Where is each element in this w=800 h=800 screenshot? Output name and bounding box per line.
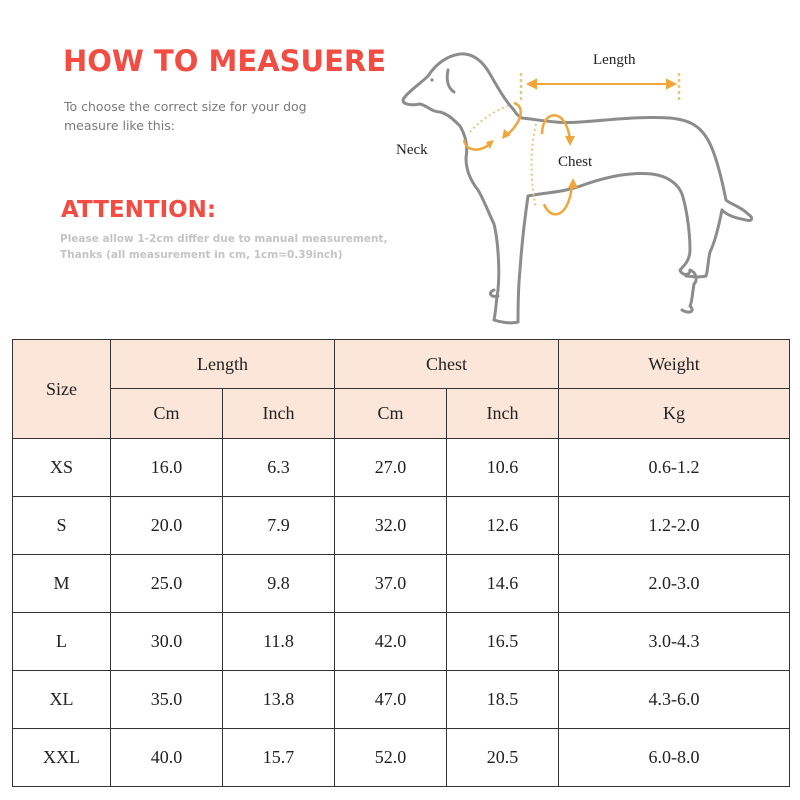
instructions bbox=[64, 97, 364, 135]
cell-chest-cm: 27.0 bbox=[335, 439, 447, 497]
cell-length-cm: 25.0 bbox=[111, 555, 223, 613]
cell-chest-inch: 16.5 bbox=[447, 613, 559, 671]
cell-chest-cm: 32.0 bbox=[335, 497, 447, 555]
table-header-row-units bbox=[13, 389, 790, 439]
size-chart-table bbox=[12, 339, 790, 787]
cell-length-cm: 35.0 bbox=[111, 671, 223, 729]
cell-size: L bbox=[13, 613, 111, 671]
header-chest-cm: Cm bbox=[335, 389, 447, 439]
cell-weight-kg: 2.0-3.0 bbox=[559, 555, 790, 613]
cell-length-inch: 13.8 bbox=[223, 671, 335, 729]
cell-chest-cm: 52.0 bbox=[335, 729, 447, 787]
dog-measurement-diagram bbox=[390, 40, 770, 330]
table-row bbox=[13, 613, 790, 671]
cell-chest-cm: 42.0 bbox=[335, 613, 447, 671]
cell-chest-inch: 20.5 bbox=[447, 729, 559, 787]
page-title: HOW TO MEASUERE bbox=[63, 44, 387, 78]
neck-label: Neck bbox=[396, 142, 428, 158]
cell-size: XXL bbox=[13, 729, 111, 787]
attention-note bbox=[60, 231, 420, 263]
cell-weight-kg: 3.0-4.3 bbox=[559, 613, 790, 671]
cell-size: XS bbox=[13, 439, 111, 497]
cell-weight-kg: 6.0-8.0 bbox=[559, 729, 790, 787]
cell-chest-cm: 47.0 bbox=[335, 671, 447, 729]
length-label: Length bbox=[593, 52, 636, 68]
chest-label: Chest bbox=[558, 154, 593, 170]
header-length: Length bbox=[111, 340, 335, 389]
header-length-inch: Inch bbox=[223, 389, 335, 439]
cell-weight-kg: 0.6-1.2 bbox=[559, 439, 790, 497]
cell-chest-inch: 14.6 bbox=[447, 555, 559, 613]
cell-length-cm: 20.0 bbox=[111, 497, 223, 555]
cell-length-inch: 7.9 bbox=[223, 497, 335, 555]
cell-weight-kg: 1.2-2.0 bbox=[559, 497, 790, 555]
cell-length-inch: 9.8 bbox=[223, 555, 335, 613]
attention-heading: ATTENTION: bbox=[61, 197, 217, 223]
dog-outline-icon bbox=[390, 40, 770, 330]
cell-chest-cm: 37.0 bbox=[335, 555, 447, 613]
cell-length-cm: 16.0 bbox=[111, 439, 223, 497]
cell-length-cm: 40.0 bbox=[111, 729, 223, 787]
cell-length-inch: 11.8 bbox=[223, 613, 335, 671]
header-weight-kg: Kg bbox=[559, 389, 790, 439]
cell-size: XL bbox=[13, 671, 111, 729]
instructions-line-2: measure like this: bbox=[64, 118, 175, 133]
cell-weight-kg: 4.3-6.0 bbox=[559, 671, 790, 729]
cell-chest-inch: 10.6 bbox=[447, 439, 559, 497]
cell-chest-inch: 12.6 bbox=[447, 497, 559, 555]
attention-note-line-2: Thanks (all measurement in cm, 1cm=0.39inch) bbox=[60, 249, 343, 261]
table-row bbox=[13, 555, 790, 613]
header-size: Size bbox=[13, 340, 111, 439]
cell-size: S bbox=[13, 497, 111, 555]
cell-length-inch: 15.7 bbox=[223, 729, 335, 787]
header-chest-inch: Inch bbox=[447, 389, 559, 439]
instructions-line-1: To choose the correct size for your dog bbox=[64, 99, 307, 114]
cell-length-cm: 30.0 bbox=[111, 613, 223, 671]
table-row bbox=[13, 671, 790, 729]
attention-note-line-1: Please allow 1-2cm differ due to manual measurement, bbox=[60, 233, 388, 245]
header-length-cm: Cm bbox=[111, 389, 223, 439]
cell-length-inch: 6.3 bbox=[223, 439, 335, 497]
cell-size: M bbox=[13, 555, 111, 613]
header-chest: Chest bbox=[335, 340, 559, 389]
table-row bbox=[13, 439, 790, 497]
header-weight: Weight bbox=[559, 340, 790, 389]
cell-chest-inch: 18.5 bbox=[447, 671, 559, 729]
table-row bbox=[13, 729, 790, 787]
table-header-row-groups bbox=[13, 340, 790, 389]
table-row bbox=[13, 497, 790, 555]
